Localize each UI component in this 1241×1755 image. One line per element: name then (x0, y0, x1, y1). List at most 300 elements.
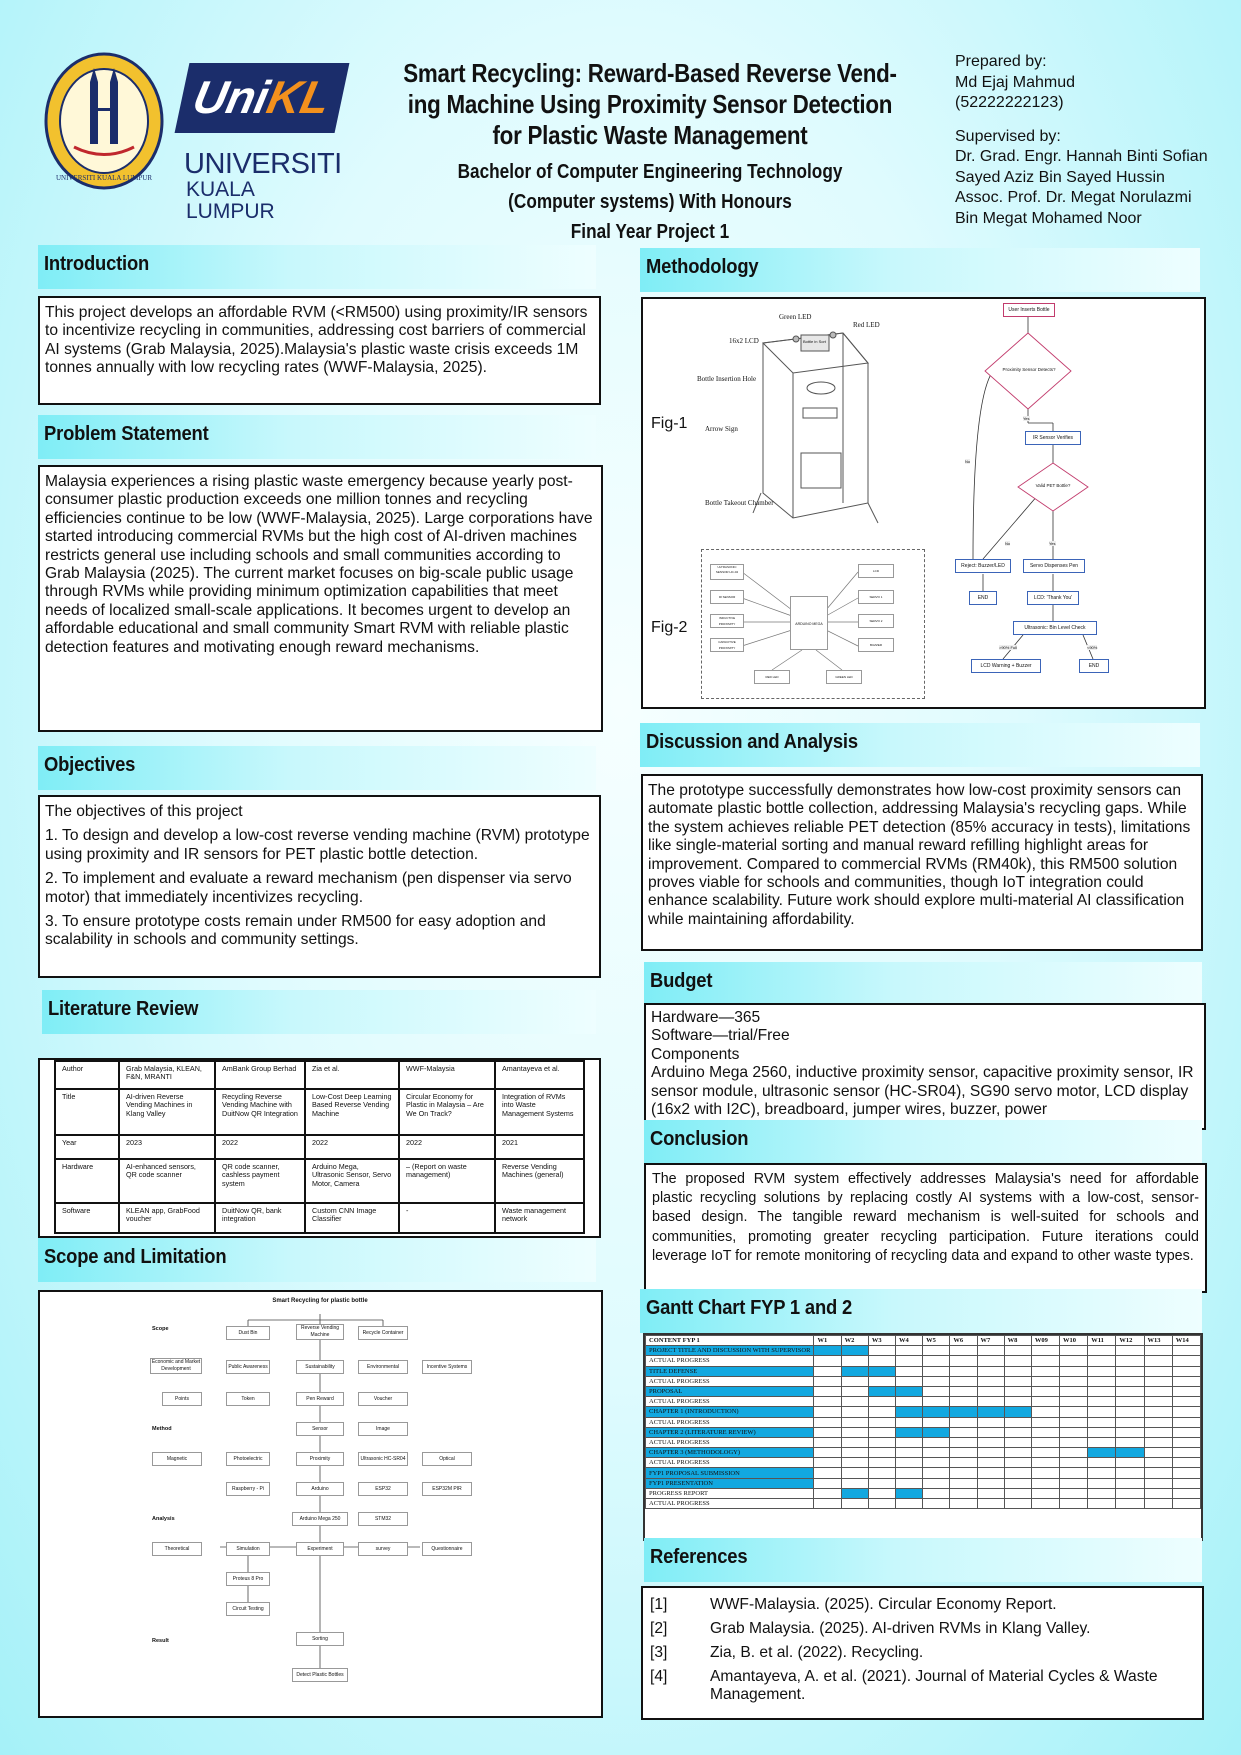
gantt-cell (950, 1386, 977, 1396)
gantt-cell (1004, 1437, 1031, 1447)
problem-box (38, 465, 603, 732)
gantt-week-header: W14 (1172, 1336, 1200, 1346)
gantt-cell (895, 1437, 922, 1447)
gantt-cell (868, 1488, 895, 1498)
gantt-cell (1172, 1417, 1200, 1427)
methodology-heading: Methodology (640, 248, 1200, 292)
gantt-row (646, 1427, 1201, 1437)
gantt-cell (841, 1448, 868, 1458)
gantt-cell (1060, 1346, 1088, 1356)
gantt-cell (868, 1407, 895, 1417)
gantt-cell (977, 1366, 1004, 1376)
scope-node: Magnetic (152, 1452, 202, 1466)
gantt-cell (1088, 1386, 1116, 1396)
gantt-week-header: W7 (977, 1336, 1004, 1346)
gantt-cell (950, 1366, 977, 1376)
gantt-cell (1031, 1499, 1059, 1509)
conclusion-heading: Conclusion (644, 1120, 1202, 1164)
scope-node: Sustainability (296, 1360, 344, 1374)
gantt-cell (841, 1376, 868, 1386)
budget-line: Arduino Mega 2560, inductive proximity sensor, capacitive proximity sensor, IR sensor module, ultrasonic sensor (HC-SR04), SG90 servo motor, LCD display (16x2 with I2C), breadboard, jumper wires, buzzer, power (651, 1064, 1194, 1119)
gantt-cell (1172, 1448, 1200, 1458)
gantt-row-label: ACTUAL PROGRESS (646, 1376, 814, 1386)
gantt-cell (1116, 1397, 1144, 1407)
gantt-row-label: PROGRESS REPORT (646, 1488, 814, 1498)
gantt-cell (1031, 1346, 1059, 1356)
objectives-box (38, 795, 601, 978)
gantt-head-label: CONTENT FYP 1 (646, 1336, 814, 1346)
gantt-chart (643, 1333, 1203, 1541)
gantt-cell (923, 1458, 950, 1468)
gantt-cell (950, 1448, 977, 1458)
gantt-cell (1060, 1356, 1088, 1366)
gantt-cell (895, 1397, 922, 1407)
gantt-cell (1172, 1437, 1200, 1447)
gantt-cell (868, 1458, 895, 1468)
gantt-cell (1088, 1417, 1116, 1427)
gantt-cell (895, 1468, 922, 1478)
gantt-cell (841, 1468, 868, 1478)
scope-chart-box (38, 1290, 603, 1718)
scope-node: Optical (422, 1452, 472, 1466)
scope-node: STM32 (358, 1512, 408, 1526)
gantt-row-label: CHAPTER 3 (METHODOLOGY) (646, 1448, 814, 1458)
gantt-cell (923, 1427, 950, 1437)
gantt-week-header: W5 (923, 1336, 950, 1346)
gantt-cell (814, 1448, 841, 1458)
seal-text: UNIVERSITI KUALA LUMPUR (55, 174, 153, 182)
gantt-cell (1060, 1427, 1088, 1437)
gantt-cell (1116, 1499, 1144, 1509)
gantt-cell (814, 1397, 841, 1407)
gantt-row (646, 1437, 1201, 1447)
gantt-week-header: W4 (895, 1336, 922, 1346)
gantt-cell (923, 1448, 950, 1458)
reference-item: [1] WWF-Malaysia. (2025). Circular Economy Report. (650, 1596, 1057, 1613)
scope-node: Sensor (296, 1422, 344, 1436)
gantt-cell (814, 1376, 841, 1386)
discussion-text: The prototype successfully demonstrates how low-cost proximity sensors can automate plastic bottle collection, addressing Malaysia's recycling gaps. While the system achieves reliable PET detection (85% accuracy in tests), limitations like single-material sorting and manual reward refilling highlight areas for improvement. Compared to commercial RVMs (RM40k), this RM500 solution proves viable for schools and communities, though IoT integration could enhance scalability. Future work should explore multi-material AI classification while maintaining affordability. (648, 782, 1191, 928)
supervisor: Assoc. Prof. Dr. Megat Norulazmi (955, 189, 1192, 206)
reference-item: [4] Amantayeva, A. et al. (2021). Journal of Material Cycles & Waste Management. (650, 1668, 1158, 1703)
gantt-cell (1172, 1488, 1200, 1498)
gantt-cell (1144, 1427, 1172, 1437)
gantt-cell (923, 1407, 950, 1417)
gantt-cell (923, 1437, 950, 1447)
gantt-week-header: W8 (1004, 1336, 1031, 1346)
gantt-row-label: ACTUAL PROGRESS (646, 1397, 814, 1407)
gantt-cell (977, 1437, 1004, 1447)
gantt-cell (1088, 1366, 1116, 1376)
gantt-row-label: TITLE DEFENSE (646, 1366, 814, 1376)
gantt-cell (1144, 1478, 1172, 1488)
gantt-cell (1004, 1356, 1031, 1366)
gantt-row (646, 1468, 1201, 1478)
gantt-row-label: CHAPTER 2 (LITERATURE REVIEW) (646, 1427, 814, 1437)
gantt-cell (841, 1427, 868, 1437)
gantt-cell (1060, 1478, 1088, 1488)
gantt-cell (1031, 1488, 1059, 1498)
university-name: UNIVERSITI KUALA LUMPUR (184, 148, 342, 223)
gantt-row (646, 1458, 1201, 1468)
gantt-row (646, 1397, 1201, 1407)
problem-text: Malaysia experiences a rising plastic waste emergency because yearly post-consumer plastic production exceeds one million tonnes and recycling efficiencies continue to be low (WWF-Malaysia, 2025). Large corporations have started introducing commercial RVMs but the high cost of AI-driven machines restricts general use including schools and small communities according to Grab Malaysia (2025). The current market focuses on big-scale public usage through RVMs while providing minimum optimization capabilities that meet needs of localized small-scale applications. It becomes urgent to develop an affordable educational and small community Smart RVM with reliable plastic detection features and motivating enough reward mechanisms. (45, 473, 593, 656)
gantt-cell (1031, 1458, 1059, 1468)
gantt-cell (1116, 1437, 1144, 1447)
gantt-cell (1172, 1346, 1200, 1356)
gantt-cell (1144, 1366, 1172, 1376)
gantt-cell (1116, 1488, 1144, 1498)
gantt-cell (1172, 1458, 1200, 1468)
author-name: Md Ejaj Mahmud (955, 73, 1076, 91)
gantt-row-label: FYP1 PRESENTATION (646, 1478, 814, 1488)
gantt-cell (950, 1478, 977, 1488)
scope-node: Voucher (358, 1392, 408, 1406)
gantt-cell (1088, 1346, 1116, 1356)
gantt-cell (950, 1376, 977, 1386)
scope-node: Ultrasonic HC-SR04 (358, 1452, 408, 1466)
gantt-cell (868, 1478, 895, 1488)
scope-node: Reverse Vending Machine (296, 1324, 344, 1340)
gantt-cell (895, 1407, 922, 1417)
gantt-cell (841, 1386, 868, 1396)
gantt-cell (1004, 1417, 1031, 1427)
gantt-cell (1031, 1427, 1059, 1437)
scope-node: Experiment (296, 1542, 344, 1556)
scope-node: Sorting (296, 1632, 344, 1646)
gantt-week-header: W10 (1060, 1336, 1088, 1346)
gantt-cell (1144, 1437, 1172, 1447)
gantt-cell (1031, 1478, 1059, 1488)
unikl-logo (175, 63, 350, 133)
gantt-cell (1060, 1407, 1088, 1417)
gantt-cell (868, 1437, 895, 1447)
gantt-row (646, 1376, 1201, 1386)
gantt-cell (841, 1478, 868, 1488)
scope-node: Pen Reward (296, 1392, 344, 1406)
scope-node: survey (358, 1542, 408, 1556)
gantt-cell (814, 1427, 841, 1437)
scope-node: Arduino (296, 1482, 344, 1496)
gantt-cell (814, 1346, 841, 1356)
gantt-cell (1172, 1386, 1200, 1396)
literature-table: Author Grab Malaysia, KLEAN, F&N, MRANTI AmBank Group Berhad Zia et al. WWF-Malaysia Amantayeva et al. Title AI-driven Reverse Vending Machines in Klang Valley Recycling Reverse Vending Machine with DuitNow QR Integration Low-Cost Deep Learning Based Reverse Vending Machine Circular Economy for Plastic in Malaysia – Are We On Track? Integration of RVMs into Waste Management Systems Year 2023 2022 2022 2022 2021 Hardware AI-enhanced sensors, QR code scanner QR code scanner, cashless payment system Arduino Mega, Ultrasonic Sensor, Servo Motor, Camera – (Report on waste management) Reverse Vending Machines (general) Software KLEAN app, GrabFood voucher DuitNow QR, bank integration Custom CNN Image Classifier - Waste management network (54, 1060, 585, 1234)
gantt-cell (1088, 1407, 1116, 1417)
gantt-cell (841, 1407, 868, 1417)
references-box (641, 1586, 1204, 1720)
gantt-cell (895, 1458, 922, 1468)
gantt-cell (1031, 1407, 1059, 1417)
references-heading: References (644, 1538, 1202, 1582)
gantt-cell (977, 1488, 1004, 1498)
gantt-cell (1088, 1478, 1116, 1488)
gantt-cell (1116, 1386, 1144, 1396)
gantt-cell (923, 1397, 950, 1407)
objective-item: 2. To implement and evaluate a reward mechanism (pen dispenser via servo motor) that immediately incentivizes recycling. (45, 870, 572, 906)
gantt-cell (950, 1437, 977, 1447)
gantt-row-label: CHAPTER 1 (INTRODUCTION) (646, 1407, 814, 1417)
poster-subtitle: Bachelor of Computer Engineering Technology (Computer systems) With Honours Final Year Project 1 (457, 161, 843, 243)
gantt-cell (1031, 1468, 1059, 1478)
block-diagram: ULTRASONIC SENSOR HC-04 IR SENSOR INDUCTIVE PROXIMITY CAPACITIVE PROXIMITY ARDUINO MEGA LCD SERVO 1 SERVO 2 BUZZER RED LED GREEN LED (701, 549, 925, 699)
gantt-cell (950, 1407, 977, 1417)
gantt-cell (1144, 1386, 1172, 1396)
gantt-cell (1088, 1397, 1116, 1407)
gantt-cell (977, 1356, 1004, 1366)
gantt-cell (1144, 1499, 1172, 1509)
gantt-cell (1144, 1488, 1172, 1498)
gantt-cell (868, 1366, 895, 1376)
objective-item: 1. To design and develop a low-cost reverse vending machine (RVM) prototype using proximity and IR sensors for PET plastic bottle detection. (45, 827, 590, 863)
gantt-cell (1004, 1427, 1031, 1437)
gantt-cell (1004, 1397, 1031, 1407)
scope-connectors (40, 1292, 601, 1716)
gantt-cell (1088, 1427, 1116, 1437)
scope-node: Proximity (296, 1452, 344, 1466)
gantt-cell (977, 1407, 1004, 1417)
introduction-heading: Introduction (38, 245, 596, 289)
scope-node: Simulation (226, 1542, 270, 1556)
gantt-row (646, 1499, 1201, 1509)
reference-item: [3] Zia, B. et al. (2022). Recycling. (650, 1644, 924, 1661)
problem-heading: Problem Statement (38, 415, 596, 459)
gantt-cell (841, 1437, 868, 1447)
introduction-text: This project develops an affordable RVM (<RM500) using proximity/IR sensors to incentivize recycling in communities, addressing cost barriers of commercial AI systems (Grab Malaysia, 2025).Malaysia's plastic waste crisis exceeds 1M tonnes annually with low recycling rates (WWF-Malaysia, 2025). (45, 304, 588, 377)
poster-title: Smart Recycling: Reward-Based Reverse Vend- ing Machine Using Proximity Sensor Detection for Plastic Waste Management (403, 58, 897, 150)
literature-heading: Literature Review (42, 990, 596, 1034)
gantt-cell (977, 1346, 1004, 1356)
gantt-table (645, 1335, 1201, 1509)
gantt-cell (977, 1386, 1004, 1396)
gantt-row (646, 1386, 1201, 1396)
gantt-cell (1004, 1376, 1031, 1386)
scope-node: Image (358, 1422, 408, 1436)
gantt-cell (1031, 1366, 1059, 1376)
scope-row-label: Method (152, 1426, 172, 1432)
gantt-cell (814, 1356, 841, 1366)
gantt-week-header: W11 (1088, 1336, 1116, 1346)
scope-node: Detect Plastic Bottles (292, 1668, 348, 1682)
gantt-cell (1144, 1376, 1172, 1386)
process-flowchart: User Inserts Bottle Proximity Sensor Detects? IR Sensor Verifies Valid PET Bottle? Reject: Buzzer/LED Servo Dispenses Pen END LCD: 'Thank You' Ultrasonic: Bin Level Check LCD Warning + Buzzer END Yes No No Yes >90% Full <90% (943, 299, 1203, 709)
gantt-cell (895, 1488, 922, 1498)
gantt-row-label: ACTUAL PROGRESS (646, 1417, 814, 1427)
gantt-row (646, 1488, 1201, 1498)
gantt-cell (977, 1427, 1004, 1437)
gantt-cell (1088, 1356, 1116, 1366)
conclusion-text: The proposed RVM system effectively addresses Malaysia's need for affordable plastic recycling solutions by replacing costly AI systems with a low-cost, sensor-based design. The tangible reward mechanism is well-suited for schools and communities, promoting greater recycling participation. Future iterations could leverage IoT for remote monitoring of recycling data and expand to other waste types. (652, 1171, 1199, 1264)
introduction-box (38, 296, 601, 405)
gantt-cell (1088, 1458, 1116, 1468)
gantt-cell (950, 1417, 977, 1427)
credits (955, 52, 1235, 229)
budget-heading: Budget (644, 962, 1202, 1006)
gantt-row-label: ACTUAL PROGRESS (646, 1458, 814, 1468)
gantt-cell (1060, 1448, 1088, 1458)
gantt-cell (1144, 1346, 1172, 1356)
gantt-cell (1060, 1458, 1088, 1468)
gantt-cell (1060, 1376, 1088, 1386)
gantt-cell (1172, 1376, 1200, 1386)
gantt-cell (950, 1499, 977, 1509)
gantt-row-label: ACTUAL PROGRESS (646, 1437, 814, 1447)
gantt-cell (923, 1488, 950, 1498)
gantt-cell (1144, 1468, 1172, 1478)
gantt-week-header: W13 (1144, 1336, 1172, 1346)
logo-kl: KL (262, 71, 336, 123)
gantt-cell (950, 1488, 977, 1498)
gantt-cell (841, 1458, 868, 1468)
gantt-cell (1116, 1427, 1144, 1437)
gantt-cell (1004, 1366, 1031, 1376)
gantt-cell (814, 1407, 841, 1417)
gantt-cell (1116, 1346, 1144, 1356)
gantt-cell (1172, 1499, 1200, 1509)
gantt-cell (1060, 1417, 1088, 1427)
reference-item: [2] Grab Malaysia. (2025). AI-driven RVMs in Klang Valley. (650, 1620, 1091, 1637)
gantt-cell (950, 1346, 977, 1356)
gantt-cell (895, 1417, 922, 1427)
scope-node: Theoretical (152, 1542, 202, 1556)
gantt-cell (841, 1417, 868, 1427)
gantt-cell (1116, 1417, 1144, 1427)
scope-node: Proteus 8 Pro (226, 1572, 270, 1586)
scope-node: Photoelectric (226, 1452, 270, 1466)
gantt-cell (923, 1386, 950, 1396)
gantt-week-header: W1 (814, 1336, 841, 1346)
discussion-box (641, 774, 1203, 951)
gantt-row (646, 1366, 1201, 1376)
gantt-cell (977, 1458, 1004, 1468)
gantt-cell (950, 1458, 977, 1468)
scope-node: ESP32M PIR (422, 1482, 472, 1496)
conclusion-box (644, 1163, 1207, 1293)
scope-row-label: Result (152, 1638, 169, 1644)
gantt-cell (814, 1458, 841, 1468)
budget-line: Hardware—365 (651, 1009, 761, 1026)
gantt-cell (977, 1499, 1004, 1509)
rvm-machine-drawing: Green LED Red LED 16x2 LCD Bottle Insertion Hole Arrow Sign Bottle Takeout Chamber Bottle in Sort (693, 303, 923, 533)
gantt-heading: Gantt Chart FYP 1 and 2 (640, 1289, 1202, 1333)
gantt-cell (977, 1468, 1004, 1478)
gantt-cell (923, 1376, 950, 1386)
gantt-cell (868, 1376, 895, 1386)
gantt-cell (1060, 1397, 1088, 1407)
gantt-row (646, 1356, 1201, 1366)
scope-row-label: Scope (152, 1326, 169, 1332)
gantt-cell (1172, 1407, 1200, 1417)
gantt-cell (1060, 1499, 1088, 1509)
gantt-cell (868, 1417, 895, 1427)
gantt-cell (1172, 1397, 1200, 1407)
gantt-cell (1088, 1468, 1116, 1478)
gantt-row (646, 1407, 1201, 1417)
gantt-cell (1144, 1407, 1172, 1417)
gantt-cell (895, 1346, 922, 1356)
gantt-cell (1004, 1407, 1031, 1417)
scope-node: Raspberry - Pi (226, 1482, 270, 1496)
discussion-heading: Discussion and Analysis (640, 723, 1200, 767)
gantt-cell (841, 1356, 868, 1366)
supervised-label: Supervised by: (955, 127, 1061, 145)
objectives-heading: Objectives (38, 746, 596, 790)
gantt-cell (1004, 1478, 1031, 1488)
gantt-week-header: W3 (868, 1336, 895, 1346)
gantt-cell (977, 1417, 1004, 1427)
gantt-cell (1144, 1397, 1172, 1407)
gantt-row-label: PROPOSAL (646, 1386, 814, 1396)
gantt-cell (868, 1356, 895, 1366)
gantt-cell (923, 1478, 950, 1488)
gantt-cell (1144, 1448, 1172, 1458)
gantt-week-header: W12 (1116, 1336, 1144, 1346)
scope-node: Arduino Mega 250 (292, 1512, 348, 1526)
gantt-cell (1088, 1448, 1116, 1458)
logo-uni: Uni (188, 71, 274, 123)
gantt-cell (1060, 1386, 1088, 1396)
gantt-cell (1031, 1356, 1059, 1366)
gantt-cell (814, 1437, 841, 1447)
gantt-cell (868, 1427, 895, 1437)
gantt-cell (841, 1499, 868, 1509)
fig2-label: Fig-2 (651, 619, 688, 636)
fig1-label: Fig-1 (651, 415, 688, 432)
gantt-cell (895, 1376, 922, 1386)
gantt-cell (814, 1499, 841, 1509)
gantt-cell (868, 1448, 895, 1458)
university-seal (44, 52, 164, 190)
gantt-cell (977, 1376, 1004, 1386)
scope-node: Dust Bin (226, 1326, 270, 1340)
scope-node: Public Awareness (226, 1360, 270, 1374)
gantt-cell (868, 1499, 895, 1509)
gantt-cell (841, 1488, 868, 1498)
gantt-cell (1116, 1448, 1144, 1458)
scope-node: Points (162, 1392, 202, 1406)
gantt-cell (1116, 1478, 1144, 1488)
gantt-cell (923, 1366, 950, 1376)
budget-line: Software—trial/Free (651, 1027, 790, 1045)
scope-node: Token (226, 1392, 270, 1406)
gantt-cell (1004, 1468, 1031, 1478)
gantt-cell (841, 1366, 868, 1376)
gantt-week-header: W2 (841, 1336, 868, 1346)
objectives-intro: The objectives of this project (45, 803, 243, 820)
scope-node: Circuit Testing (226, 1602, 270, 1616)
gantt-cell (895, 1366, 922, 1376)
gantt-row-label: PROJECT TITLE AND DISCUSSION WITH SUPERVISOR (646, 1346, 814, 1356)
gantt-cell (977, 1478, 1004, 1488)
supervisor: Dr. Grad. Engr. Hannah Binti Sofian (955, 148, 1208, 165)
author-id: (52222222123) (955, 94, 1064, 111)
lcd-text: Bottle in Sort (803, 339, 826, 344)
gantt-cell (1116, 1458, 1144, 1468)
gantt-cell (950, 1356, 977, 1366)
gantt-cell (923, 1346, 950, 1356)
gantt-cell (1116, 1407, 1144, 1417)
gantt-cell (1088, 1437, 1116, 1447)
gantt-cell (1144, 1458, 1172, 1468)
gantt-cell (1172, 1366, 1200, 1376)
gantt-cell (814, 1386, 841, 1396)
gantt-cell (923, 1499, 950, 1509)
gantt-cell (1060, 1468, 1088, 1478)
gantt-cell (1031, 1437, 1059, 1447)
gantt-cell (977, 1397, 1004, 1407)
gantt-cell (1172, 1427, 1200, 1437)
budget-line: Components (651, 1045, 740, 1063)
budget-box (644, 1003, 1206, 1130)
